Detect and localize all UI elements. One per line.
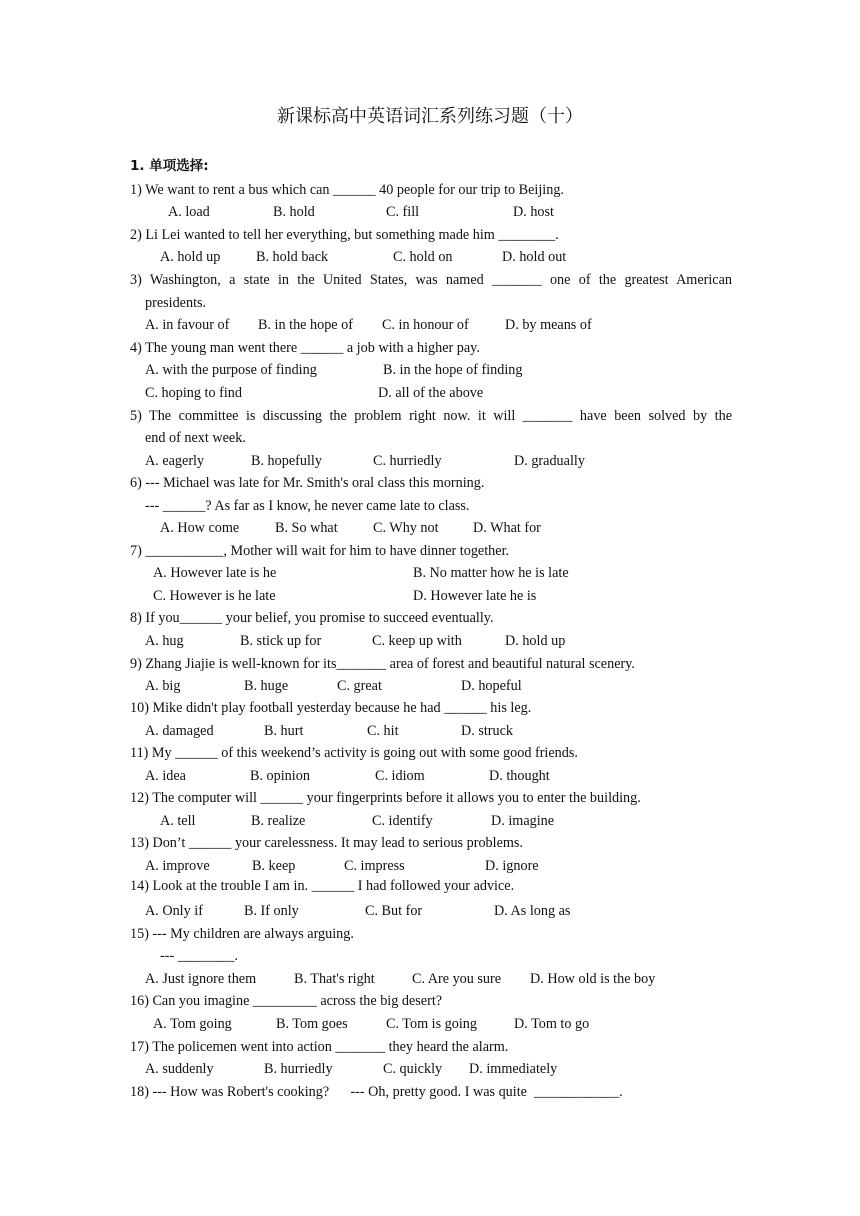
question-4-stem: 4) The young man went there ______ a job with a higher pay.	[130, 340, 480, 356]
question-17-option-d: D. immediately	[469, 1061, 558, 1077]
question-3-option-b: B. in the hope of	[258, 317, 353, 333]
question-11-stem: 11) My ______ of this weekend’s activity is going out with some good friends.	[130, 745, 578, 761]
question-1-option-d: D. host	[513, 204, 554, 220]
question-5-stem-line-1: 5) The committee is discussing the problem right now. it will _______ have been solved by the	[130, 408, 732, 424]
question-8-option-b: B. stick up for	[240, 633, 322, 649]
question-6-option-d: D. What for	[473, 520, 541, 536]
question-16-option-a: A. Tom going	[153, 1016, 232, 1032]
question-8-option-d: D. hold up	[505, 633, 566, 649]
question-5-option-a: A. eagerly	[145, 453, 205, 469]
question-10-stem: 10) Mike didn't play football yesterday because he had ______ his leg.	[130, 700, 532, 716]
question-3-option-c: C. in honour of	[382, 317, 469, 333]
question-3-stem-line-2: presidents.	[145, 295, 207, 311]
question-8-option-a: A. hug	[145, 633, 184, 649]
question-15-option-b: B. That's right	[294, 971, 375, 987]
question-1-stem: 1) We want to rent a bus which can ______ 40 people for our trip to Beijing.	[130, 182, 564, 198]
question-3-option-d: D. by means of	[505, 317, 592, 333]
question-16-option-d: D. Tom to go	[514, 1016, 590, 1032]
question-5-option-b: B. hopefully	[251, 453, 322, 469]
question-5-option-c: C. hurriedly	[373, 453, 442, 469]
question-12-option-a: A. tell	[160, 813, 196, 829]
question-11-option-d: D. thought	[489, 768, 550, 784]
question-17-option-c: C. quickly	[383, 1061, 443, 1077]
question-10-option-b: B. hurt	[264, 723, 304, 739]
question-13-option-c: C. impress	[344, 858, 405, 874]
question-7-stem: 7) ___________, Mother will wait for him to have dinner together.	[130, 543, 510, 559]
question-2-stem: 2) Li Lei wanted to tell her everything, but something made him ________.	[130, 227, 559, 243]
question-7-option-c: C. However is he late	[153, 588, 276, 604]
question-14-stem: 14) Look at the trouble I am in. ______ I had followed your advice.	[130, 878, 515, 894]
question-11-option-c: C. idiom	[375, 768, 425, 784]
question-8-option-c: C. keep up with	[372, 633, 462, 649]
question-10-option-c: C. hit	[367, 723, 399, 739]
question-6-stem-line-2: --- ______? As far as I know, he never came late to class.	[145, 498, 470, 514]
question-12-stem: 12) The computer will ______ your fingerprints before it allows you to enter the building.	[130, 790, 641, 806]
question-17-option-b: B. hurriedly	[264, 1061, 333, 1077]
question-14-option-a: A. Only if	[145, 903, 203, 919]
question-2-option-a: A. hold up	[160, 249, 221, 265]
question-11-option-a: A. idea	[145, 768, 186, 784]
question-4-option-b: B. in the hope of finding	[383, 362, 523, 378]
question-13-option-b: B. keep	[252, 858, 296, 874]
question-13-stem: 13) Don’t ______ your carelessness. It may lead to serious problems.	[130, 835, 523, 851]
question-12-option-c: C. identify	[372, 813, 433, 829]
question-10-option-d: D. struck	[461, 723, 514, 739]
question-8-stem: 8) If you______ your belief, you promise to succeed eventually.	[130, 610, 494, 626]
question-15-stem-line-1: 15) --- My children are always arguing.	[130, 926, 354, 942]
question-6-stem-line-1: 6) --- Michael was late for Mr. Smith's oral class this morning.	[130, 475, 485, 491]
question-17-stem: 17) The policemen went into action _______ they heard the alarm.	[130, 1039, 509, 1055]
question-2-option-d: D. hold out	[502, 249, 567, 265]
question-15-stem-line-2: --- ________.	[160, 948, 239, 964]
question-13-option-a: A. improve	[145, 858, 210, 874]
question-12-option-b: B. realize	[251, 813, 306, 829]
question-14-option-b: B. If only	[244, 903, 299, 919]
question-10-option-a: A. damaged	[145, 723, 214, 739]
question-1-option-b: B. hold	[273, 204, 315, 220]
question-3-option-a: A. in favour of	[145, 317, 230, 333]
question-16-option-b: B. Tom goes	[276, 1016, 348, 1032]
question-16-stem: 16) Can you imagine _________ across the big desert?	[130, 993, 443, 1009]
question-9-stem: 9) Zhang Jiajie is well-known for its_______ area of forest and beautiful natural scenery.	[130, 656, 635, 672]
question-9-option-a: A. big	[145, 678, 181, 694]
question-9-option-b: B. huge	[244, 678, 289, 694]
question-1-option-c: C. fill	[386, 204, 420, 220]
question-15-option-c: C. Are you sure	[412, 971, 502, 987]
question-11-option-b: B. opinion	[250, 768, 310, 784]
question-17-option-a: A. suddenly	[145, 1061, 214, 1077]
question-2-option-c: C. hold on	[393, 249, 453, 265]
question-14-option-d: D. As long as	[494, 903, 571, 919]
question-16-option-c: C. Tom is going	[386, 1016, 477, 1032]
question-7-option-d: D. However late he is	[413, 588, 537, 604]
question-14-option-c: C. But for	[365, 903, 423, 919]
question-7-option-a: A. However late is he	[153, 565, 277, 581]
question-5-stem-line-2: end of next week.	[145, 430, 246, 446]
question-13-option-d: D. ignore	[485, 858, 539, 874]
question-3-stem-line-1: 3) Washington, a state in the United States, was named _______ one of the greatest American	[130, 272, 732, 288]
question-6-option-a: A. How come	[160, 520, 240, 536]
question-2-option-b: B. hold back	[256, 249, 329, 265]
question-4-option-a: A. with the purpose of finding	[145, 362, 317, 378]
question-18-stem: 18) --- How was Robert's cooking? --- Oh, pretty good. I was quite ____________.	[130, 1084, 623, 1100]
question-6-option-b: B. So what	[275, 520, 338, 536]
question-7-option-b: B. No matter how he is late	[413, 565, 569, 581]
question-15-option-a: A. Just ignore them	[145, 971, 257, 987]
question-15-option-d: D. How old is the boy	[530, 971, 656, 987]
question-4-option-d: D. all of the above	[378, 385, 484, 401]
question-1-option-a: A. load	[168, 204, 210, 220]
question-5-option-d: D. gradually	[514, 453, 585, 469]
page-title: 新课标高中英语词汇系列练习题（十）	[277, 106, 583, 127]
question-4-option-c: C. hoping to find	[145, 385, 242, 401]
question-12-option-d: D. imagine	[491, 813, 555, 829]
section-heading: 1. 单项选择:	[130, 158, 209, 174]
question-9-option-d: D. hopeful	[461, 678, 522, 694]
question-9-option-c: C. great	[337, 678, 382, 694]
question-6-option-c: C. Why not	[373, 520, 439, 536]
